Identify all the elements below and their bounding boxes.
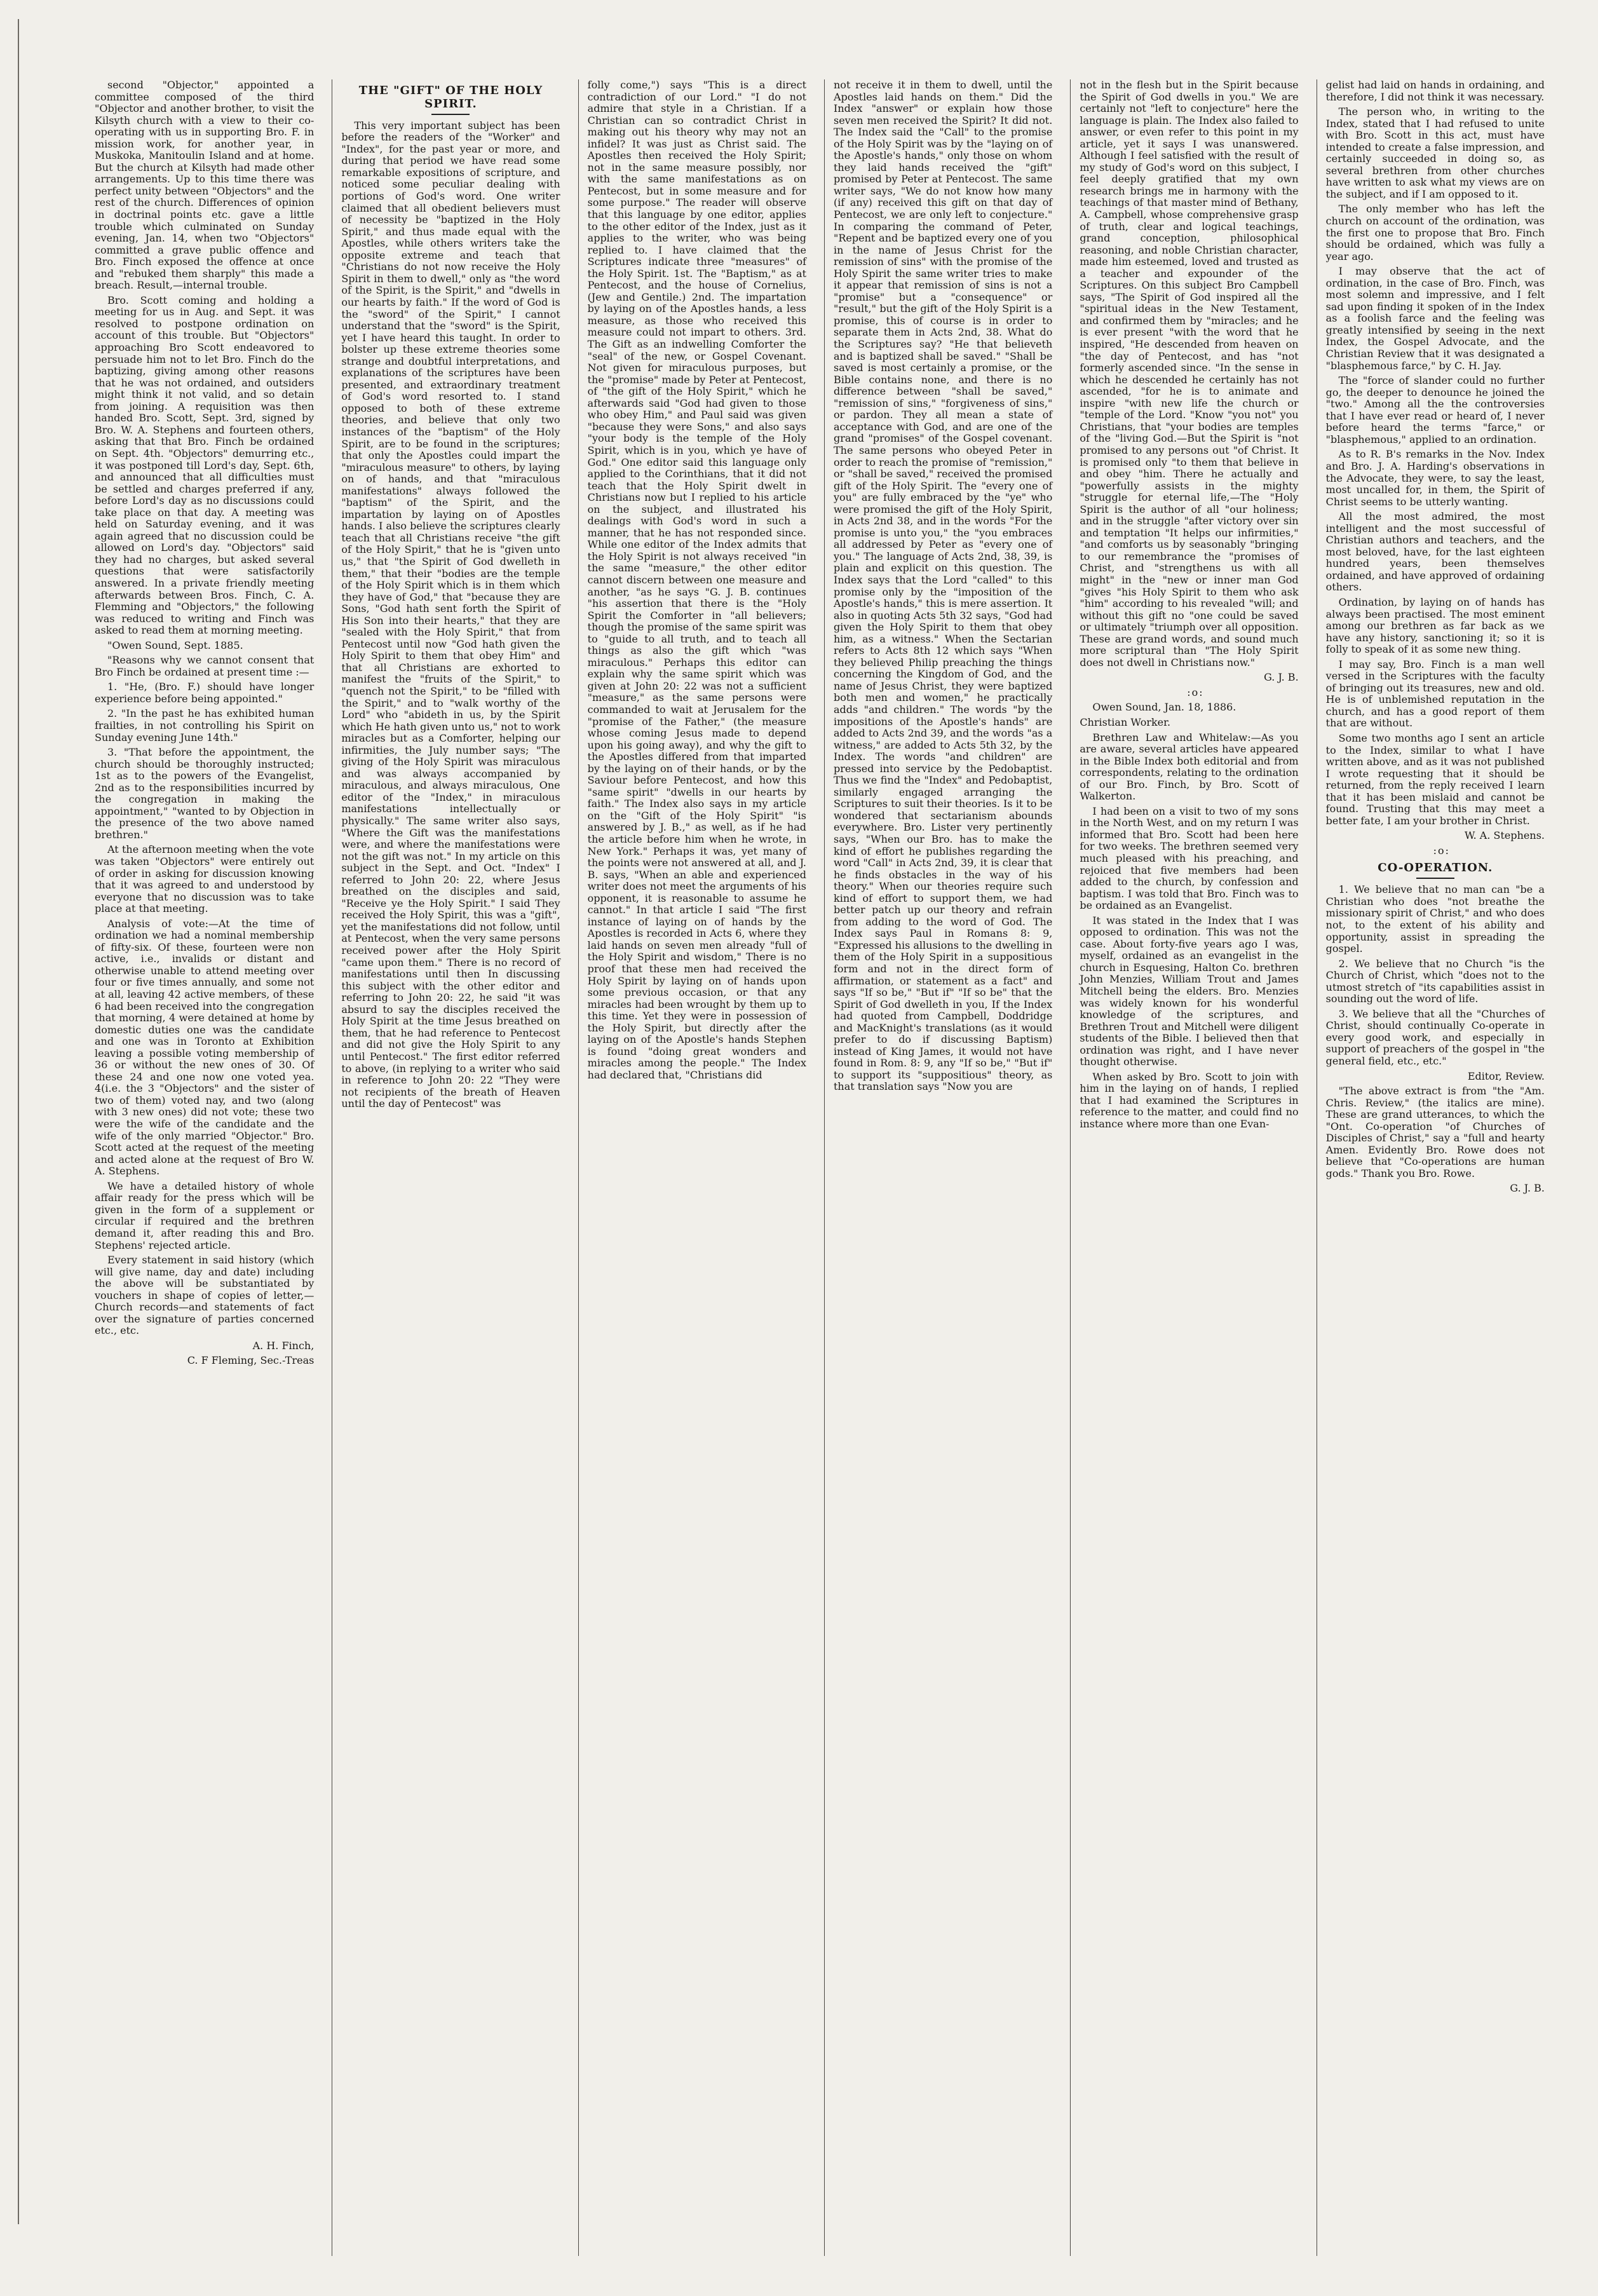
dateline: Owen Sound, Jan. 18, 1886. xyxy=(1092,701,1236,714)
paragraph: 2. "In the past he has exhibited human frailties, in not controlling his Spirit on Sunday evening June 14th." xyxy=(95,707,315,744)
article-heading: THE "GIFT" OF THE HOLY SPIRIT. xyxy=(358,84,543,111)
paragraph: Christian Worker. xyxy=(1080,716,1171,728)
signature: Editor, Review. xyxy=(1467,1070,1545,1082)
section-divider: :o: xyxy=(1433,844,1451,857)
paragraph: not receive it in them to dwell, until the Apostles laid hands on them." Did the Index "answer" or explain how those seven men received the Spirit? It did not. The Index said the "Call" to the promise of the Holy Spirit was by the "laying on of the Apostle's hands," only those on whom they laid hands received the "gift" promised by Peter at Pentecost. The same writer says, "We do not know how many (if any) received this gift on that day of Pentecost, we are only left to conjecture." In comparing the command of Peter, "Repent and be baptized every one of you in the name of Jesus Christ for the remission of sins" with the promise of the Holy Spirit the same writer tries to make it appear that remission of sins is not a "promise" but a "consequence" or "result," but the gift of the Holy Spirit is a promise, this of course is in order to separate them in Acts 2nd, 38. What do the Scriptures say? "He that believeth and is baptized shall be saved." "Shall be saved is most certainly a promise, or the Bible contains none, and there is no difference between "shall be saved," "remission of sins," "forgiveness of sins," or pardon. They all mean a state of acceptance with God, and are one of the grand "promises" of the Gospel covenant. The same persons who obeyed Peter in order to reach the promise of "remission," or "shall be saved," received the promised gift of the Holy Spirit. The "every one of you" are fully embraced by the "ye" who were promised the gift of the Holy Spirit, in Acts 2nd 38, and in the words "For the promise is unto you," the "you embraces all addressed by Peter as "every one of you." The language of Acts 2nd, 38, 39, is plain and explicit on this question. The Index says that the Lord "called" to this promise only by the "imposition of the Apostle's hands," this is mere assertion. It also in quoting Acts 5th 32 says, "God had given the Holy Spirit to them that obey him, as a witness." When the Sectarian refers to Acts 8th 12 which says "When they believed Philip preaching the things concerning the Kingdom of God, and the name of Jesus Christ, they were baptized both men and women," he practically adds "and children." The words "by the impositions of the Apostle's hands" are added to Acts 2nd 39, and the words "as a witness," are added to Acts 5th 32, by the Index. The words "and children" are pressed into service by the Pedobaptist. Thus we find the "Index" and Pedobaptist, similarly engaged arranging the Scriptures to suit their theories. Is it to be wondered that sectarianism abounds everywhere. Bro. Lister very pertinently says, "When our Bro. has to make the kind of effort he publishes regarding the word "Call" in Acts 2nd, 39, it is clear that he finds obstacles in the way of his theory." When our theories require such kind of effort to support them, we had better patch up our theory and refrain from adding to the word of God. The Index says Paul in Romans 8: 9, "Expressed his allusions to the dwelling in them of the Holy Spirit in a suppositious form and not in the direct form of affirmation, or statement as a fact" and says "If so be," "But if" "If so be" that the Spirit of God dwelleth in you, If the Index had quoted from Campbell, Doddridge and MacKnight's translations (as it would prefer to do if discussing Baptism) instead of King James, it would not have found in Rom. 8: 9, any "If so be," "But if" to support its "suppositious" theory, as that translation says "Now you are xyxy=(834,79,1053,1093)
article-heading: CO-OPERATION. xyxy=(1378,861,1493,875)
binding-rule xyxy=(18,19,19,2224)
paragraph: 1. We believe that no man can "be a Christian who does "not breathe the missionary spirit of Christ," and who does not, to the extent of his ability and opportunity, assist in spreading the gospel. xyxy=(1325,883,1545,955)
paragraph: Analysis of vote:—At the time of ordination we had a nominal membership of fifty-six. Of these, fourteen were non active, i.e., invalids or distant and otherwise unable to attend meeting over four or five times annually, and some not at all, leaving 42 active members, of these 6 had been received into the congregation that morning, 4 were detained at home by domestic duties one was the candidate and one was in Toronto at Exhibition leaving a possible voting membership of 36 or without the new ones of 30. Of these 24 and one now one voted yea. 4(i.e. the 3 "Objectors" and the sister of two of them) voted nay, and two (along with 3 new ones) did not vote; these two were the wife of the candidate and the wife of the only married "Objector." Bro. Scott acted at the request of the meeting and acted alone at the request of Bro W. A. Stephens. xyxy=(95,917,315,1178)
signature: G. J. B. xyxy=(1264,671,1299,684)
paragraph: Bro. Scott coming and holding a meeting for us in Aug. and Sept. it was resolved to postpone ordination on account of this trouble. But "Objectors" approaching Bro Scott endeavored to persuade him not to let Bro. Finch do the baptizing, giving among other reasons that he was not ordained, and outsiders might think it not valid, and so detain from joining. A requisition was then handed Bro. Scott, Sept. 3rd, signed by Bro. W. A. Stephens and fourteen others, asking that that Bro. Finch be ordained on Sept. 4th. "Objectors" demurring etc., it was postponed till Lord's day, Sept. 6th, and announced that all difficulties must be settled and charges preferred if any, before Lord's day as no discussions could take place on that day. A meeting was held on Saturday evening, and it was again agreed that no discussion could be allowed on Lord's day. "Objectors" said they had no charges, but asked several questions that were satisfactorily answered. In a private friendly meeting afterwards between Bros. Finch, C. A. Flemming and "Objectors," the following was reduced to writing and Finch was asked to read them at morning meeting. xyxy=(95,294,315,637)
paragraph: The only member who has left the church on account of the ordination, was the first one to propose that Bro. Finch should be ordained, which was fully a year ago. xyxy=(1325,203,1545,262)
signature: G. J. B. xyxy=(1510,1182,1545,1195)
paragraph: This very important subject has been before the readers of the "Worker" and "Index", for the past year or more, and during that period we have read some remarkable expositions of scripture, and noticed some peculiar dealing with portions of God's word. One writer claimed that all obedient believers must of necessity be "baptized in the Holy Spirit," and thus made equal with the Apostles, while others writers take the opposite extreme and teach that "Christians do not now receive the Holy Spirit in them to dwell," only as "the word of the Spirit, is the Spirit," and "dwells in our hearts by faith." If the word of God is the "sword" of the Spirit," I cannot understand that the "sword" is the Spirit, yet I have heard this taught. In order to bolster up these extreme theories some strange and doubtful interpretations, and explanations of the scriptures have been presented, and extraordinary treatment of God's word resorted to. I stand opposed to both of these extreme theories, and believe that only two instances of the "baptism" of the Holy Spirit, are to be found in the scriptures; that only the Apostles could impart the "miraculous measure" to others, by laying on of hands, and that "miraculous manifestations" always followed the "baptism" of the Spirit, and the impartation by laying on of Apostles hands. I also believe the scriptures clearly teach that all Christians receive "the gift of the Holy Spirit," that he is "given unto us," that "the Spirit of God dwelleth in them," that their "bodies are the temple of the Holy Spirit which is in them which they have of God," that "because they are Sons, "God hath sent forth the Spirit of His Son into their hearts," that they are "sealed with the Holy Spirit," that from Pentecost until now "God hath given the Holy Spirit to them that obey Him" and that all Christians are exhorted to manifest the "fruits of the Spirit," to "quench not the Spirit," to be "filled with the Spirit," and to "walk worthy of the Lord" who "abideth in us, by the Spirit which He hath given unto us," not to work miracles but as a Comforter, helping our infirmities, the July number says; "The giving of the Holy Spirit was miraculous and was always accompanied by miraculous, and always miraculous, One editor of the "Index," in miraculous manifestations intellectually or physically." The same writer also says, "Where the Gift was the manifestations were, and where the manifestations were not the gift was not." In my article on this subject in the Sept. and Oct. "Index" I referred to John 20: 22, where Jesus breathed on the disciples and said, "Receive ye the Holy Spirit." I said They received the Holy Spirit, this was a "gift", yet the manifestations did not follow, until at Pentecost, when the very same persons received power after the Holy Spirit "came upon them." There is no record of manifestations until then In discussing this subject with the other editor and referring to John 20: 22, he said "it was absurd to say the disciples received the Holy Spirit at the time Jesus breathed on them, that he had reference to Pentecost and did not give the Holy Spirit to any until Pentecost." The first editor referred to above, (in replying to a writer who said in reference to John 20: 22 "They were not recipients of the breath of Heaven until the day of Pentecost" was xyxy=(341,119,560,1110)
signature: C. F Fleming, Sec.-Treas xyxy=(187,1354,315,1367)
paragraph: All the most admired, the most intelligent and the most successful of Christian authors and teachers, and the most beloved, have, for the last eighteen hundred years, been themselves ordained, and have approved of ordaining others. xyxy=(1325,510,1545,594)
section-divider: :o: xyxy=(1187,686,1204,698)
paragraph: "Reasons why we cannot consent that Bro Finch be ordained at present time :— xyxy=(95,654,315,678)
paragraph: second "Objector," appointed a committee composed of the third "Objector and another brother, to visit the Kilsyth church with a view to their co-operating with us in supporting Bro. F. in mission work, for another year, in Muskoka, Manitoulin Island and at home. But the church at Kilsyth had made other arrangements. Up to this time there was perfect unity between "Objectors" and the rest of the church. Differences of opinion in doctrinal points etc. gave a little trouble which culminated on Sunday evening, Jan. 14, when two "Objectors" committed a grave public offence and Bro. Finch exposed the offence at once and "rebuked them sharply" this made a breach. Result,—internal trouble. xyxy=(95,79,315,292)
dateline: "Owen Sound, Sept. 1885. xyxy=(107,639,243,651)
column-1 xyxy=(86,79,323,2256)
paragraph: As to R. B's remarks in the Nov. Index and Bro. J. A. Harding's observations in the Advocate, they were, to say the least, most uncalled for, in them, the Spirit of Christ seems to be utterly wanting. xyxy=(1325,448,1545,508)
paragraph: The person who, in writing to the Index, stated that I had refused to unite with Bro. Scott in this act, must have intended to create a false impression, and certainly succeeded in doing so, as several brethren from other churches have written to ask what my views are on the subject, and if I am opposed to it. xyxy=(1325,105,1545,200)
column-5 xyxy=(1070,79,1307,2256)
paragraph: folly come,") says "This is a direct contradiction of our Lord." "I do not admire that style in a Christian. If a Christian can so contradict Christ in making out his theory why may not an infidel? It was just as Christ said. The Apostles then received the Holy Spirit; not in the same measure possibly, nor with the same manifestations as on Pentecost, but in some measure and for some purpose." The reader will observe that this language by one editor, applies to the other editor of the Index, just as it applies to the writer, who was being replied to. I have claimed that the Scriptures indicate three "measures" of the Holy Spirit. 1st. The "Baptism," as at Pentecost, and the house of Cornelius, (Jew and Gentile.) 2nd. The impartation by laying on of the Apostles hands, a less measure, as those who received this measure could not impart to others. 3rd. The Gift as an indwelling Comforter the "seal" of the new, or Gospel Covenant. Not given for miraculous purposes, but the "promise" made by Peter at Pentecost, of "the gift of the Holy Spirit," which he afterwards said "God had given to those who obey Him," and Paul said was given "because they were Sons," and also says "your body is the temple of the Holy Spirit, which is in you, which ye have of God." One editor said this language only applied to the Corinthians, that it did not teach that the Holy Spirit dwelt in Christians now but I replied to his article on the subject, and illustrated his dealings with God's word in such a manner, that he has not responded since. While one editor of the Index admits that the Holy Spirit is not always received "in the same "measure," the other editor cannot discern between one measure and another, "as he says "G. J. B. continues "his assertion that there is the "Holy Spirit the Comforter in "all believers; though the promise of the same spirit was to "guide to all truth, and to teach all things as also the gift which "was miraculous." Perhaps this editor can explain why the same spirit which was given at John 20: 22 was not a sufficient "measure," as the same persons were commanded to wait at Jerusalem for the "promise of the Father," (the measure whose coming Jesus made to depend upon his going away), and why the gift to the Apostles differed from that imparted by the laying on of their hands, or by the Saviour before Pentecost, and how this "same spirit" "dwells in our hearts by faith." The Index also says in my article on the "Gift of the Holy Spirit" "is answered by J. B.," as well, as if he had the article before him when he wrote, in New York." Perhaps it was, yet many of the points were not answered at all, and J. B. says, "When an able and experienced writer does not meet the arguments of his opponent, it is reasonable to assume he cannot." In that article I said "The first instance of laying on of hands by the Apostles is recorded in Acts 6, where they laid hands on seven men already "full of the Holy Spirit and wisdom," There is no proof that these men had received the Holy Spirit by laying on of hands upon some previous occasion, or that any miracles had been wrought by them up to this time. Yet they were in possession of the Holy Spirit, but directly after the laying on of the Apostle's hands Stephen is found "doing great wonders and miracles among the people." The Index had declared that, "Christians did xyxy=(587,79,806,1081)
signature: A. H. Finch, xyxy=(252,1339,315,1352)
paragraph: When asked by Bro. Scott to join with him in the laying on of hands, I replied that I had examined the Scriptures in reference to the matter, and could find no instance where more than one Evan- xyxy=(1080,1070,1299,1131)
column-3 xyxy=(578,79,815,2256)
paragraph: At the afternoon meeting when the vote was taken "Objectors" were entirely out of order in asking for discussion knowing that it was agreed to and understood by everyone that no discussion was to take place at that meeting. xyxy=(95,843,315,915)
heading-rule xyxy=(431,114,470,115)
column-6 xyxy=(1317,79,1554,2256)
paragraph: 3. We believe that all the "Churches of Christ, should continually Co-operate in every good work, and especially in support of preachers of the gospel in "the general field, etc., etc." xyxy=(1325,1007,1545,1067)
paragraph: The "force of slander could no further go, the deeper to denounce he joined the "two." Among all the the controversies that I have ever read or heard of, I never before heard the terms "farce," or "blasphemous," applied to an ordination. xyxy=(1325,374,1545,445)
column-4 xyxy=(824,79,1061,2256)
heading-rule xyxy=(1416,878,1454,879)
paragraph: "The above extract is from "the "Am. Chris. Review," (the italics are mine). These are grand utterances, to which the "Ont. Co-operation "of Churches of Disciples of Christ," say a "full and hearty Amen. Evidently Bro. Rowe does not believe that "Co-operations are human gods." Thank you Bro. Rowe. xyxy=(1325,1085,1545,1179)
paragraph: I may observe that the act of ordination, in the case of Bro. Finch, was most solemn and impressive, and I felt sad upon finding it spoken of in the Index as a foolish farce and the feeling was greatly intensified by seeing in the next Index, the Gospel Advocate, and the Christian Review that it was designated a "blasphemous farce," by C. H. Jay. xyxy=(1325,265,1545,372)
paragraph: 3. "That before the appointment, the church should be thoroughly instructed; 1st as to the powers of the Evangelist, 2nd as to the responsibilities incurred by the congregation in making the appointment," "wanted to by Objection in the presence of the two above named brethren." xyxy=(95,746,315,841)
column-2 xyxy=(332,79,569,2256)
paragraph: Ordination, by laying on of hands has always been practised. The most eminent among our brethren as far back as we have any history, sanctioning it; so it is folly to speak of it as some new thing. xyxy=(1325,595,1545,656)
signature: W. A. Stephens. xyxy=(1464,829,1545,842)
paragraph: gelist had laid on hands in ordaining, and therefore, I did not think it was necessary. xyxy=(1325,79,1545,103)
paragraph: It was stated in the Index that I was opposed to ordination. This was not the case. About forty-five years ago I was, myself, ordained as an evangelist in the church in Esquesing, Halton Co. brethren John Menzies, William Trout and James Mitchell being the elders. Bro. Menzies was widely known for his wonderful knowledge of the scriptures, and Brethren Trout and Mitchell were diligent students of the Bible. I believed then that ordination was right, and I have never thought otherwise. xyxy=(1080,914,1299,1068)
paragraph: Some two months ago I sent an article to the Index, similar to what I have written above, and as it was not published I wrote requesting that it should be returned, from the reply received I learn that it has been mislaid and cannot be found. Trusting that this may meet a better fate, I am your brother in Christ. xyxy=(1325,731,1545,827)
paragraph: We have a detailed history of whole affair ready for the press which will be given in the form of a supplement or circular if required and the brethren demand it, after reading this and Bro. Stephens' rejected article. xyxy=(95,1179,315,1251)
paragraph: not in the flesh but in the Spirit because the Spirit of God dwells in you." We are certainly not "left to conjecture" here the language is plain. The Index also failed to answer, or even refer to this point in my article, yet it says I was unanswered. Although I feel satisfied with the result of my study of God's word on this subject, I feel deeply gratified that my own research brings me in harmony with the teachings of that master mind of Bethany, A. Campbell, whose comprehensive grasp of truth, clear and logical teachings, grand conception, philosophical reasoning, and noble Christian character, made him esteemed, loved and trusted as a teacher and expounder of the Scriptures. On this subject Bro Campbell says, "The Spirit of God inspired all the "spiritual ideas in the New Testament, and confirmed them by "miracles; and he is ever present "with the word that he inspired, "He descended from heaven on "the day of Pentecost, and has "not formerly ascended since. "In the sense in which he descended he certainly has not ascended, "for he is to animate and inspire "with new life the church or "temple of the Lord. "Know "you not" you Christians, that "your bodies are temples of the "living God.—But the Spirit is "not promised to any persons out "of Christ. It is promised only "to them that believe in and obey "him. There he actually and "powerfully assists in the mighty "struggle for eternal life,—The "Holy Spirit is the author of all "our holiness; and in the struggle "after victory over sin and temptation "It helps our infirmities," "and comforts us by seasonably "bringing to our remembrance the "promises of Christ, and "strengthens us with all might" in the "new or inner man God "gives "his Holy Spirit to them who ask "him" according to his revealed "will; and without this gift no "one could be saved or ultimately "triumph over all opposition. These are grand words, and sound much more scriptural than "The Holy Spirit does not dwell in Christians now." xyxy=(1080,79,1299,669)
paragraph: 2. We believe that no Church "is the Church of Christ, which "does not to the utmost stretch of "its capabilities assist in sounding out the word of life. xyxy=(1325,957,1545,1005)
paragraph: 1. "He, (Bro. F.) should have longer experience before being appointed." xyxy=(95,681,315,705)
paragraph: Brethren Law and Whitelaw:—As you are aware, several articles have appeared in the Bible Index both editorial and from correspondents, relating to the ordination of our Bro. Finch, by Bro. Scott of Walkerton. xyxy=(1080,731,1299,803)
paragraph: I may say, Bro. Finch is a man well versed in the Scriptures with the faculty of bringing out its treasures, new and old. He is of unblemished reputation in the church, and has a good report of them that are without. xyxy=(1325,658,1545,730)
paragraph: Every statement in said history (which will give name, day and date) including the above will be substantiated by vouchers in shape of copies of letter,—Church records—and statements of fact over the signature of parties concerned etc., etc. xyxy=(95,1254,315,1337)
column-grid xyxy=(86,79,1554,2256)
paragraph: I had been on a visit to two of my sons in the North West, and on my return I was informed that Bro. Scott had been here for two weeks. The brethren seemed very much pleased with his preaching, and rejoiced that five members had been added to the church, by confession and baptism. I was told that Bro. Finch was to be ordained as an Evangelist. xyxy=(1080,805,1299,912)
